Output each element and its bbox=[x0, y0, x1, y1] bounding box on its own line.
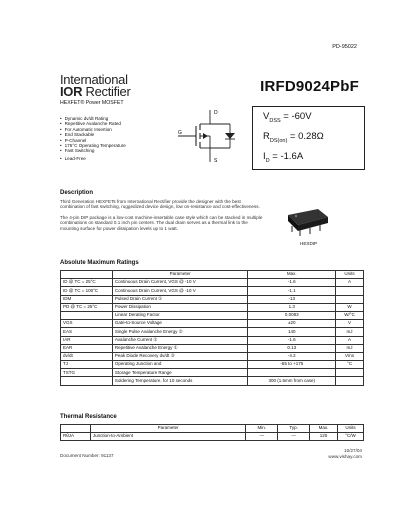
table-cell bbox=[61, 311, 113, 319]
table-cell: Soldering Temperature, for 10 seconds bbox=[112, 377, 248, 385]
table-row bbox=[61, 369, 364, 377]
feature-item: • End Stackable bbox=[60, 132, 126, 137]
table-cell: IDM bbox=[61, 295, 113, 303]
feature-item: • P-Channel bbox=[60, 138, 126, 143]
table-cell: W bbox=[336, 303, 364, 311]
table-cell: Linear Derating Factor bbox=[112, 311, 248, 319]
table-cell bbox=[336, 295, 364, 303]
description-para-2: The 4-pin DIP package is a low-cost machine-insertable case style which can be stacked in multiple combinations on standard 0.1 inch pin centers. The dual drain serves as a thermal link to the mounting surface for power dissipation levels up to 1 watt. bbox=[60, 214, 263, 231]
description-section bbox=[60, 190, 265, 236]
table-cell: ID @ TC = 25°C bbox=[61, 279, 113, 287]
table-cell: Continuous Drain Current, VGS @ -10 V bbox=[112, 287, 248, 295]
source-label: S bbox=[214, 158, 218, 164]
table-cell: ID @ TC = 100°C bbox=[61, 287, 113, 295]
table-cell: 1.3 bbox=[248, 303, 336, 311]
feature-item: • Repetitive Avalanche Rated bbox=[60, 121, 126, 126]
amr-heading: Absolute Maximum Ratings bbox=[60, 260, 139, 266]
table-row bbox=[61, 377, 364, 385]
table-row bbox=[61, 320, 364, 328]
table-cell: A bbox=[336, 336, 364, 344]
feature-item: • 175°C Operating Temperature bbox=[60, 143, 126, 148]
table-cell: mJ bbox=[336, 344, 364, 352]
table-header-row bbox=[61, 271, 364, 279]
package-image bbox=[282, 203, 332, 237]
table-cell: -13 bbox=[248, 295, 336, 303]
table-header-cell bbox=[61, 271, 113, 279]
table-cell: Avalanche Current ① bbox=[112, 336, 248, 344]
table-cell: 0.0083 bbox=[248, 311, 336, 319]
absolute-max-ratings-table bbox=[60, 270, 364, 386]
feature-item: • Dynamic dv/dt Rating bbox=[60, 116, 126, 121]
table-header-cell bbox=[61, 425, 91, 433]
table-header-cell: Max. bbox=[248, 271, 336, 279]
table-header-cell: Units bbox=[336, 271, 364, 279]
table-cell: Peak Diode Recovery dv/dt ③ bbox=[112, 352, 248, 360]
description-para-1: Third Generation HEXFETs from International Rectifier provide the designer with the best combination of fast switching, ruggedized device design, low on-resistance and cost-effectiveness. bbox=[60, 199, 260, 210]
table-cell: ±20 bbox=[248, 320, 336, 328]
product-subtitle: HEXFET® Power MOSFET bbox=[60, 100, 124, 106]
table-cell: 140 bbox=[248, 328, 336, 336]
table-cell: — bbox=[278, 433, 310, 441]
spec-id: $I_D = -1.6A$ bbox=[263, 151, 304, 164]
table-cell: VGS bbox=[61, 320, 113, 328]
table-cell bbox=[248, 369, 336, 377]
table-row bbox=[61, 361, 364, 369]
table-cell: V bbox=[336, 320, 364, 328]
table-cell: 300 (1.6mm from case) bbox=[248, 377, 336, 385]
mosfet-symbol bbox=[174, 106, 246, 166]
website: www.vishay.com bbox=[328, 454, 362, 459]
table-row bbox=[61, 352, 364, 360]
table-header-cell: Parameter bbox=[90, 425, 245, 433]
table-cell: Pulsed Drain Current ① bbox=[112, 295, 248, 303]
table-row bbox=[61, 287, 364, 295]
table-cell: EAR bbox=[61, 344, 113, 352]
table-cell: -4.2 bbox=[248, 352, 336, 360]
drain-label: D bbox=[214, 110, 218, 116]
table-header-cell: Units bbox=[338, 425, 364, 433]
table-cell: Continuous Drain Current, VGS @ -10 V bbox=[112, 279, 248, 287]
thermal-heading: Thermal Resistance bbox=[60, 414, 117, 420]
table-cell: Power Dissipation bbox=[112, 303, 248, 311]
table-cell: 120 bbox=[310, 433, 338, 441]
table-cell: Junction-to-Ambient bbox=[90, 433, 245, 441]
table-cell: dv/dt bbox=[61, 352, 113, 360]
table-cell: IAR bbox=[61, 336, 113, 344]
table-cell: -55 to +175 bbox=[248, 361, 336, 369]
table-row bbox=[61, 328, 364, 336]
table-cell: Gate-to-Source Voltage bbox=[112, 320, 248, 328]
revision-date: 10/27/04 bbox=[344, 448, 362, 453]
table-cell: PD @ TC = 25°C bbox=[61, 303, 113, 311]
gate-label: G bbox=[178, 130, 182, 136]
package-name: HEXDIP bbox=[300, 241, 318, 246]
spec-vdss: $V_{DSS} = -60V$ bbox=[263, 111, 312, 124]
table-cell: 0.13 bbox=[248, 344, 336, 352]
table-cell: Operating Junction and bbox=[112, 361, 248, 369]
logo-mark: IOR bbox=[60, 84, 83, 99]
feature-item: • Lead-Free bbox=[60, 156, 126, 161]
table-row bbox=[61, 336, 364, 344]
table-cell bbox=[336, 369, 364, 377]
table-cell bbox=[61, 377, 113, 385]
table-cell bbox=[336, 377, 364, 385]
table-cell: — bbox=[246, 433, 278, 441]
table-row bbox=[61, 433, 364, 441]
table-row bbox=[61, 344, 364, 352]
logo-line-rectifier bbox=[60, 84, 131, 99]
description-heading: Description bbox=[60, 190, 94, 196]
table-cell: A bbox=[336, 279, 364, 287]
table-header-cell: Min. bbox=[246, 425, 278, 433]
table-cell: V/ns bbox=[336, 352, 364, 360]
table-cell: -1.6 bbox=[248, 336, 336, 344]
table-row bbox=[61, 295, 364, 303]
feature-item: • For Automatic Insertion bbox=[60, 127, 126, 132]
table-cell: TSTG bbox=[61, 369, 113, 377]
table-cell: °C bbox=[336, 361, 364, 369]
table-cell: -1.6 bbox=[248, 279, 336, 287]
document-number: Document Number: 91137 bbox=[60, 453, 114, 458]
feature-item: • Fast Switching bbox=[60, 148, 126, 153]
logo-word: Rectifier bbox=[85, 84, 131, 99]
key-specs-box bbox=[252, 106, 365, 170]
table-cell: -1.1 bbox=[248, 287, 336, 295]
table-row bbox=[61, 311, 364, 319]
table-cell bbox=[336, 287, 364, 295]
table-cell: °C/W bbox=[338, 433, 364, 441]
table-header-row bbox=[61, 425, 364, 433]
spec-rds-on: $R_{DS(on)} = 0.28\Omega$ bbox=[263, 131, 324, 144]
table-cell: TJ bbox=[61, 361, 113, 369]
pd-number: PD-95022 bbox=[332, 44, 357, 50]
table-row bbox=[61, 303, 364, 311]
table-cell: Repetitive Avalanche Energy ① bbox=[112, 344, 248, 352]
table-header-cell: Typ. bbox=[278, 425, 310, 433]
table-cell: Single Pulse Avalanche Energy ② bbox=[112, 328, 248, 336]
feature-list bbox=[60, 116, 126, 161]
logo-line-international: International bbox=[60, 72, 128, 87]
table-header-cell: Max. bbox=[310, 425, 338, 433]
table-cell: EAS bbox=[61, 328, 113, 336]
table-row bbox=[61, 279, 364, 287]
part-number: IRFD9024PbF bbox=[260, 78, 359, 95]
table-cell: Storage Temperature Range bbox=[112, 369, 248, 377]
table-cell: mJ bbox=[336, 328, 364, 336]
table-cell: RθJA bbox=[61, 433, 91, 441]
table-header-cell: Parameter bbox=[112, 271, 248, 279]
table-cell: W/°C bbox=[336, 311, 364, 319]
thermal-resistance-table bbox=[60, 424, 364, 441]
